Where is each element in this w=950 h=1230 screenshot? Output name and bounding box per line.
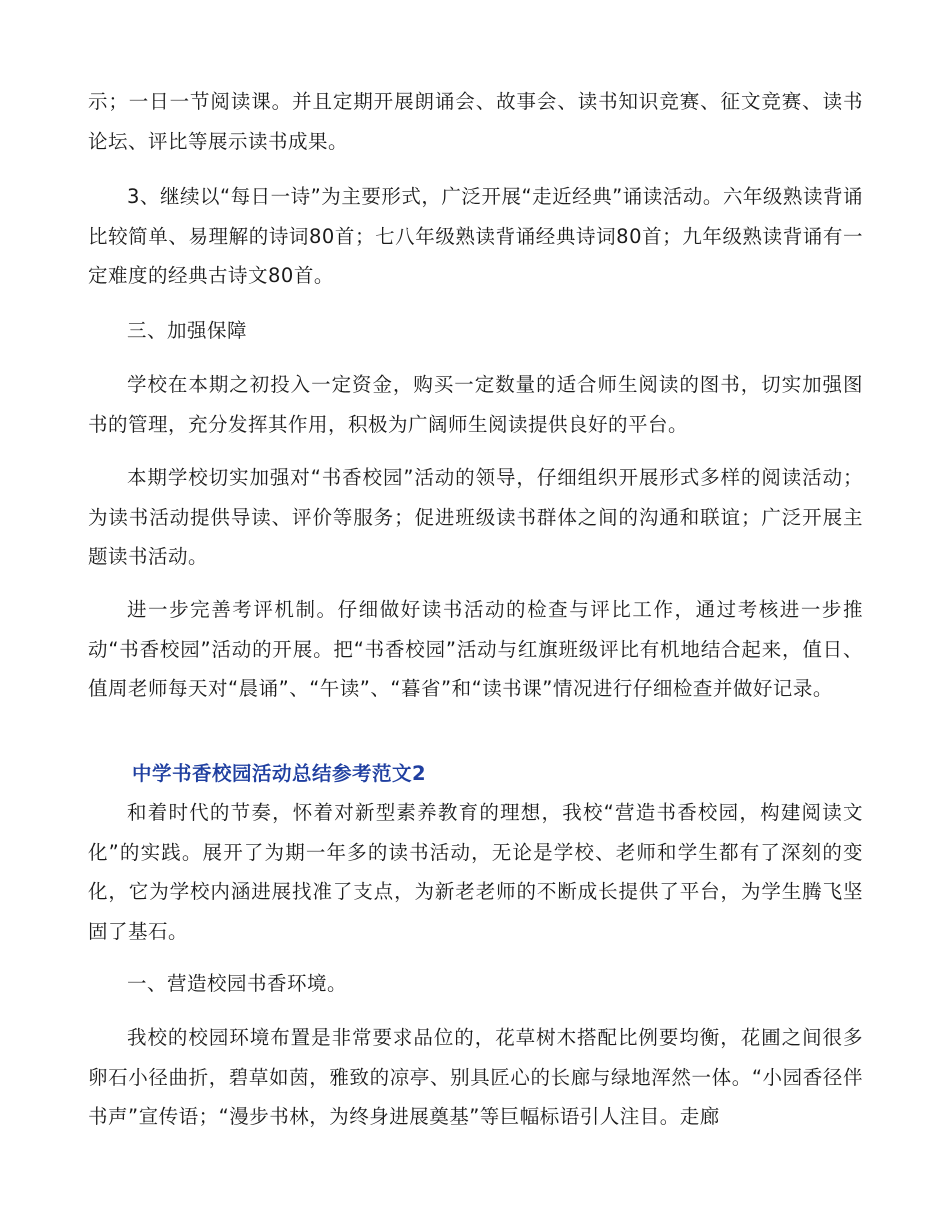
paragraph-section-one-title: 一、营造校园书香环境。 — [127, 972, 348, 995]
paragraph-section-three-title: 三、加强保障 — [127, 319, 248, 342]
paragraph-intro: 和着时代的节奏，怀着对新型素养教育的理想，我校“营造书香校园，构建阅读文化”的实践。展开了为期一年多的读书活动，无论是学校、老师和学生都有了深刻的变化，它为学校内涵进展找准了支点，为新老老师的不断成长提供了平台，为学生腾飞坚固了基石。 — [88, 801, 863, 943]
paragraph-campus-environment: 我校的校园环境布置是非常要求品位的，花草树木搭配比例要均衡，花圃之间很多卵石小径曲折，碧草如茵，雅致的凉亭、别具匠心的长廊与绿地浑然一体。“小园香径伴书声”宣传语；“漫步书林，为终身进展奠基”等巨幅标语引人注目。走廊 — [88, 1026, 863, 1128]
paragraph-funding: 学校在本期之初投入一定资金，购买一定数量的适合师生阅读的图书，切实加强图书的管理，充分发挥其作用，积极为广阔师生阅读提供良好的平台。 — [88, 373, 863, 436]
section-heading: 中学书香校园活动总结参考范文2 — [132, 762, 427, 785]
paragraph-evaluation: 进一步完善考评机制。仔细做好读书活动的检查与评比工作，通过考核进一步推动“书香校园”活动的开展。把“书香校园”活动与红旗班级评比有机地结合起来，值日、值周老师每天对“晨诵”、“午读”、“暮省”和“读书课”情况进行仔细检查并做好记录。 — [88, 598, 863, 700]
paragraph-leadership: 本期学校切实加强对“书香校园”活动的领导，仔细组织开展形式多样的阅读活动；为读书活动提供导读、评价等服务；促进班级读书群体之间的沟通和联谊；广泛开展主题读书活动。 — [88, 466, 863, 568]
paragraph-daily-poem: 3、继续以“每日一诗”为主要形式，广泛开展“走近经典”诵读活动。六年级熟读背诵比较简单、易理解的诗词80首；七八年级熟读背诵经典诗词80首；九年级熟读背诵有一定难度的经典古诗文80首。 — [88, 185, 863, 287]
paragraph-reading-results: 示；一日一节阅读课。并且定期开展朗诵会、故事会、读书知识竞赛、征文竞赛、读书论坛、评比等展示读书成果。 — [88, 90, 863, 153]
